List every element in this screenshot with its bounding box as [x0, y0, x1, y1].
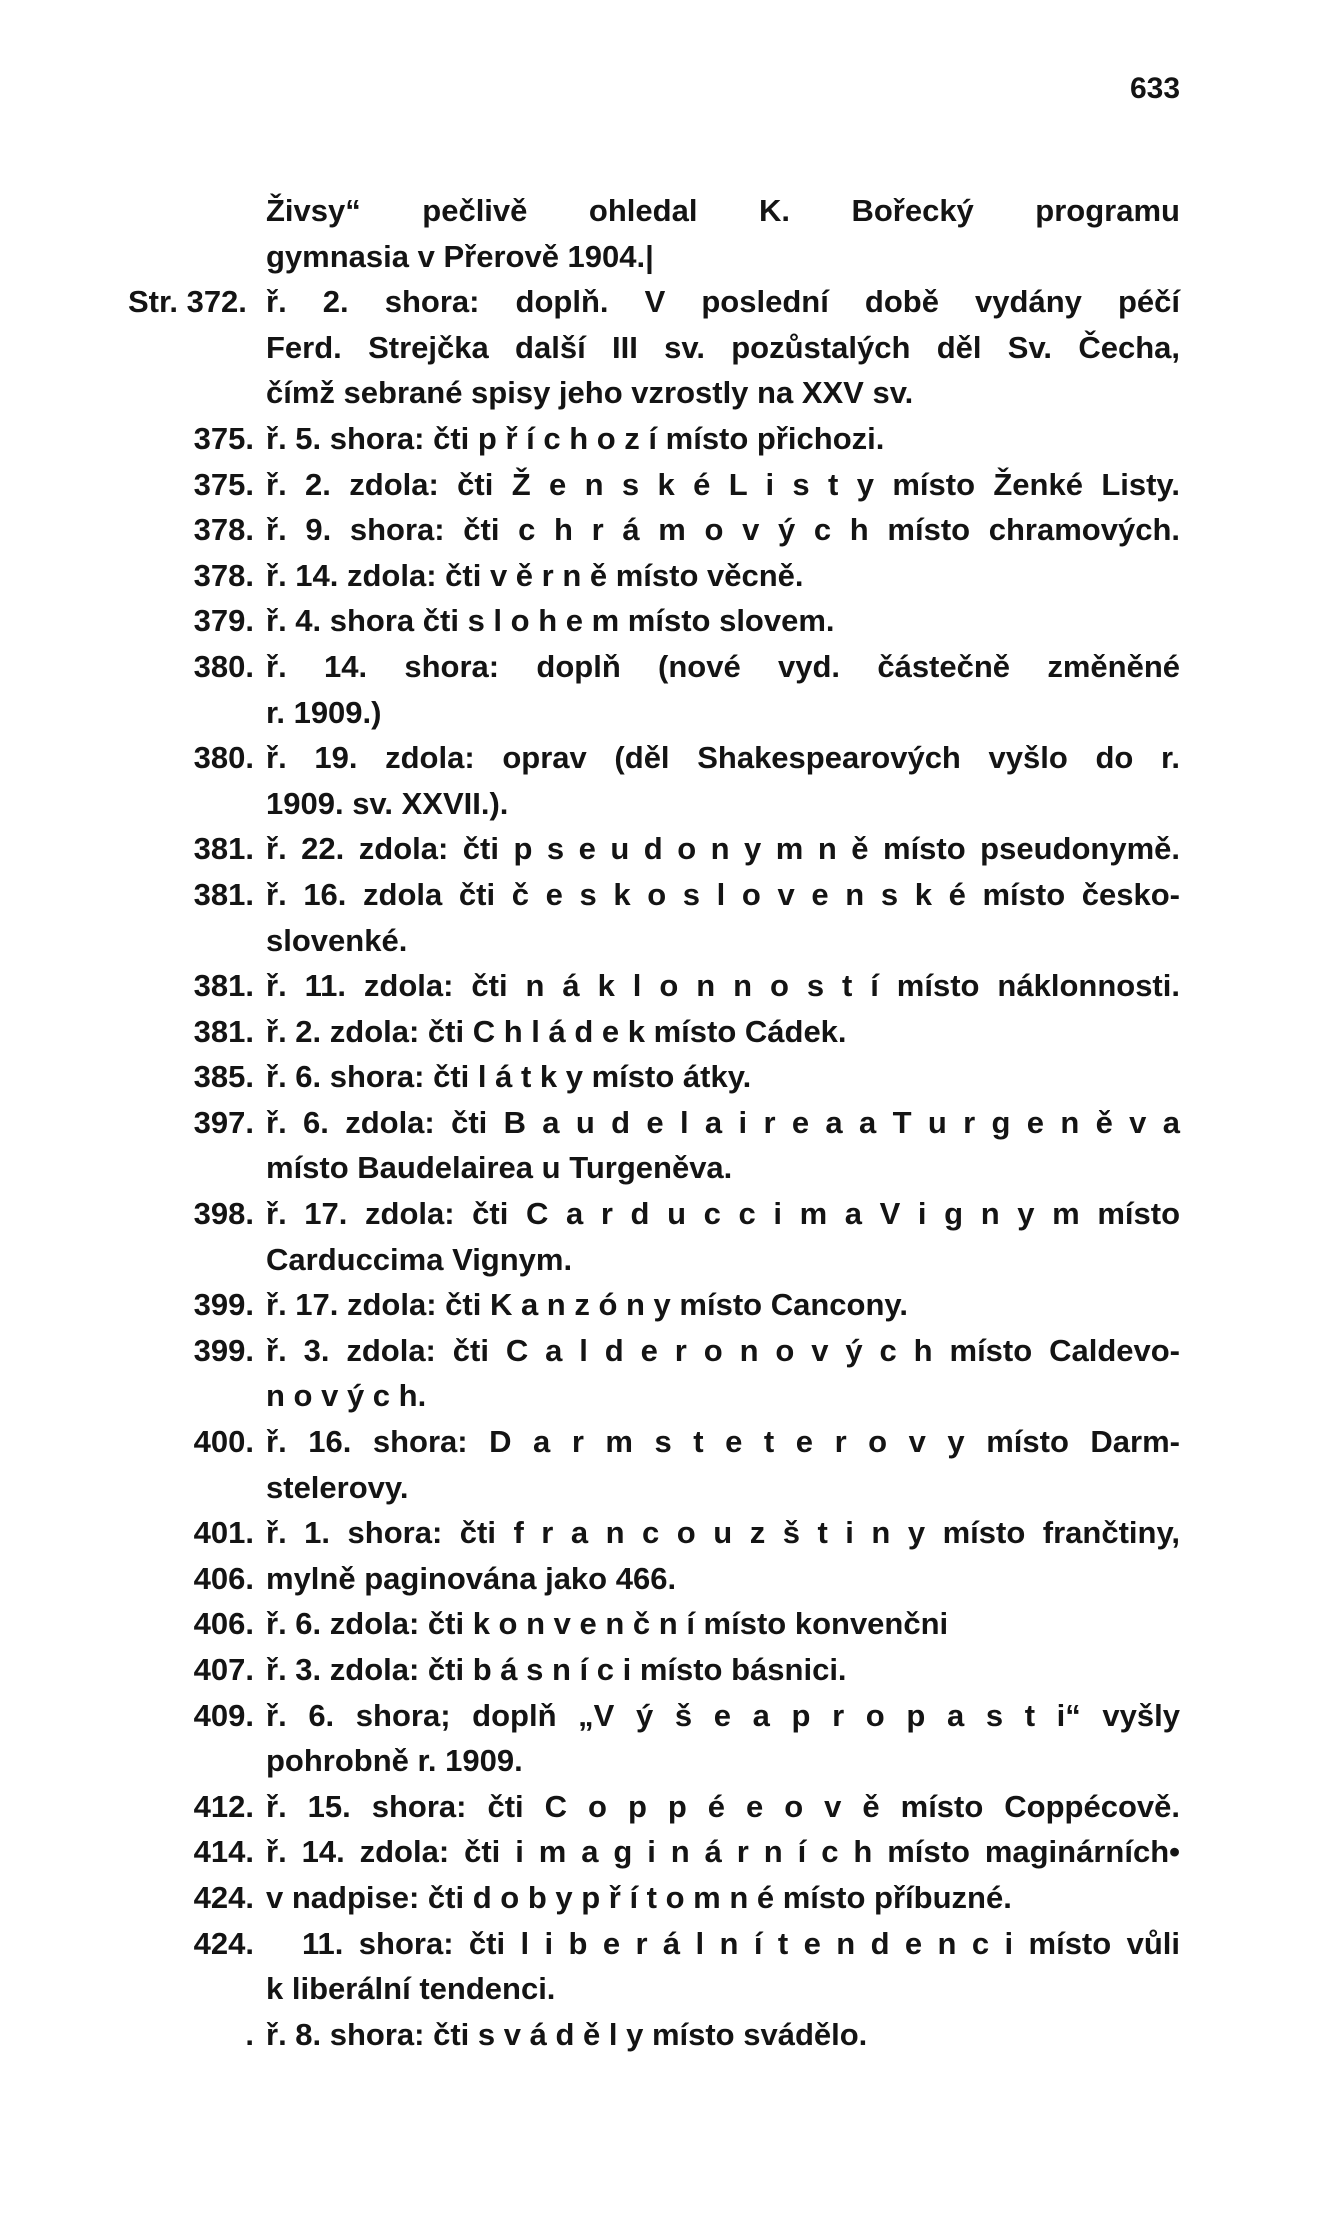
line-text: ř. 17. zdola: čti C a r d u c c i m a V i g n y m místo [266, 1196, 1180, 1232]
line-text: Živsy“ pečlivě ohledal K. Bořecký programu [266, 193, 1180, 228]
errata-line [0, 1510, 1326, 1556]
line-text: ř. 3. zdola: čti C a l d e r o n o v ý c h místo Caldevo- [266, 1332, 1180, 1368]
line-page-ref: 378. [193, 512, 254, 548]
errata-line [0, 1328, 1326, 1374]
errata-line [0, 1738, 1326, 1784]
line-page-ref: 381. [193, 1013, 254, 1049]
errata-list [0, 188, 1326, 2057]
line-page-ref: 399. [193, 1332, 254, 1368]
line-page-ref: 379. [193, 603, 254, 639]
line-page-ref: 375. [193, 466, 254, 502]
line-page-ref: 399. [193, 1287, 254, 1323]
line-page-ref: 380. [193, 648, 254, 684]
line-page-ref: 407. [193, 1652, 254, 1687]
errata-line [0, 1875, 1326, 1921]
line-text: n o v ý c h. [266, 1378, 427, 1414]
errata-line [0, 781, 1326, 827]
line-text: ř. 14. zdola: čti v ě r n ě místo věcně. [266, 557, 804, 593]
errata-line [0, 872, 1326, 918]
line-text: ř. 2. shora: doplň. V poslední době vydány péčí [266, 284, 1180, 320]
line-text: ř. 4. shora čti s l o h e m místo slovem. [266, 603, 835, 639]
line-text: gymnasia v Přerově 1904.| [266, 238, 654, 274]
line-text: v nadpise: čti d o b y p ř í t o m n é místo příbuzné. [266, 1879, 1012, 1915]
errata-line [0, 598, 1326, 644]
line-text: ř. 14. shora: doplň (nové vyd. částečně změněné [266, 648, 1180, 684]
errata-line [0, 826, 1326, 872]
errata-line [0, 1100, 1326, 1146]
errata-line [0, 1647, 1326, 1693]
errata-line [0, 1966, 1326, 2012]
errata-line [0, 963, 1326, 1009]
line-page-ref: 381. [193, 968, 254, 1004]
line-text: 1909. sv. XXVII.). [266, 785, 509, 821]
errata-line [0, 1921, 1326, 1967]
errata-line [0, 370, 1326, 416]
line-text: r. 1909.) [266, 694, 382, 730]
errata-line [0, 1191, 1326, 1237]
line-text: ř. 2. zdola: čti C h l á d e k místo Cádek. [266, 1013, 847, 1049]
errata-line [0, 735, 1326, 781]
line-text: Ferd. Strejčka další III sv. pozůstalých děl Sv. Čecha, [266, 329, 1180, 365]
line-text: ř. 6. zdola: čti B a u d e l a i r e a a T u r g e n ě v a [266, 1104, 1180, 1140]
errata-line [0, 1784, 1326, 1830]
line-text: ř. 9. shora: čti c h r á m o v ý c h místo chramových. [266, 512, 1180, 548]
errata-line [0, 416, 1326, 462]
line-text: ř. 15. shora: čti C o p p é e o v ě místo Coppécově. [266, 1788, 1180, 1824]
line-page-ref: 424. [193, 1925, 254, 1961]
line-text: ř. 8. shora: čti s v á d ě l y místo svádělo. [266, 2016, 868, 2052]
errata-line [0, 1373, 1326, 1419]
errata-line [0, 1009, 1326, 1055]
errata-line [0, 325, 1326, 371]
line-page-ref: 409. [193, 1697, 254, 1733]
errata-line [0, 1693, 1326, 1739]
line-page-ref: 381. [193, 831, 254, 867]
line-text: pohrobně r. 1909. [266, 1743, 523, 1779]
errata-line [0, 1601, 1326, 1647]
line-text: místo Baudelairea u Turgeněva. [266, 1150, 733, 1186]
line-text: ř. 2. zdola: čti Ž e n s k é L i s t y místo Ženké Listy. [266, 466, 1180, 502]
line-page-ref: 397. [193, 1104, 254, 1140]
line-text: ř. 5. shora: čti p ř í c h o z í místo přichozi. [266, 420, 885, 456]
line-page-ref: Str. 372. [128, 284, 247, 320]
line-text: ř. 3. zdola: čti b á s n í c i místo básnici. [266, 1652, 847, 1687]
line-text: ř. 6. shora; doplň „V ý š e a p r o p a s t i“ vyšly [266, 1697, 1180, 1733]
line-page-ref: 414. [193, 1834, 254, 1870]
line-text: ř. 14. zdola: čti i m a g i n á r n í c h místo maginárních• [266, 1834, 1180, 1870]
line-text: k liberální tendenci. [266, 1971, 556, 2007]
errata-line [0, 1282, 1326, 1328]
line-text: stelerovy. [266, 1469, 409, 1505]
errata-line [0, 1829, 1326, 1875]
page-number: 633 [1130, 72, 1181, 105]
errata-line [0, 462, 1326, 508]
line-page-ref: 381. [193, 876, 254, 912]
errata-line [0, 279, 1326, 325]
line-text: mylně paginována jako 466. [266, 1560, 677, 1596]
line-page-ref: 400. [193, 1424, 254, 1460]
line-page-ref: 401. [193, 1515, 254, 1551]
line-page-ref: 385. [193, 1059, 254, 1095]
line-text: ř. 1. shora: čti f r a n c o u z š t i n y místo frančtiny, [266, 1515, 1180, 1551]
line-text: čímž sebrané spisy jeho vzrostly na XXV sv. [266, 375, 914, 411]
errata-line [0, 1145, 1326, 1191]
line-text: ř. 16. shora: D a r m s t e t e r o v y místo Darm- [266, 1424, 1180, 1460]
errata-line [0, 1465, 1326, 1511]
errata-line [0, 507, 1326, 553]
line-text: ř. 16. zdola čti č e s k o s l o v e n s k é místo česko- [266, 876, 1180, 912]
errata-line [0, 188, 1326, 234]
line-page-ref: 412. [193, 1788, 254, 1824]
line-text: 11. shora: čti l i b e r á l n í t e n d e n c i místo vůli [302, 1925, 1180, 1961]
line-page-ref: 424. [193, 1879, 254, 1915]
errata-line [0, 2012, 1326, 2058]
errata-line [0, 690, 1326, 736]
errata-line [0, 1556, 1326, 1602]
line-page-ref: 378. [193, 557, 254, 593]
line-page-ref: . [245, 2016, 254, 2052]
line-text: ř. 22. zdola: čti p s e u d o n y m n ě místo pseudonymě. [266, 831, 1180, 867]
line-text: ř. 6. zdola: čti k o n v e n č n í místo konvenčni [266, 1606, 949, 1642]
errata-line [0, 553, 1326, 599]
line-page-ref: 406. [193, 1606, 254, 1642]
line-text: ř. 19. zdola: oprav (děl Shakespearových vyšlo do r. [266, 740, 1180, 776]
errata-line [0, 1237, 1326, 1283]
line-text: Carduccima Vignym. [266, 1241, 573, 1277]
line-text: slovenké. [266, 922, 408, 958]
line-text: ř. 11. zdola: čti n á k l o n n o s t í místo náklonnosti. [266, 968, 1180, 1004]
line-page-ref: 375. [193, 420, 254, 456]
line-text: ř. 17. zdola: čti K a n z ó n y místo Cancony. [266, 1287, 908, 1323]
errata-line [0, 1054, 1326, 1100]
line-page-ref: 406. [193, 1560, 254, 1596]
errata-line [0, 234, 1326, 280]
errata-line [0, 1419, 1326, 1465]
errata-line [0, 918, 1326, 964]
errata-line [0, 644, 1326, 690]
line-text: ř. 6. shora: čti l á t k y místo átky. [266, 1059, 752, 1095]
line-page-ref: 380. [193, 740, 254, 776]
line-page-ref: 398. [193, 1196, 254, 1232]
